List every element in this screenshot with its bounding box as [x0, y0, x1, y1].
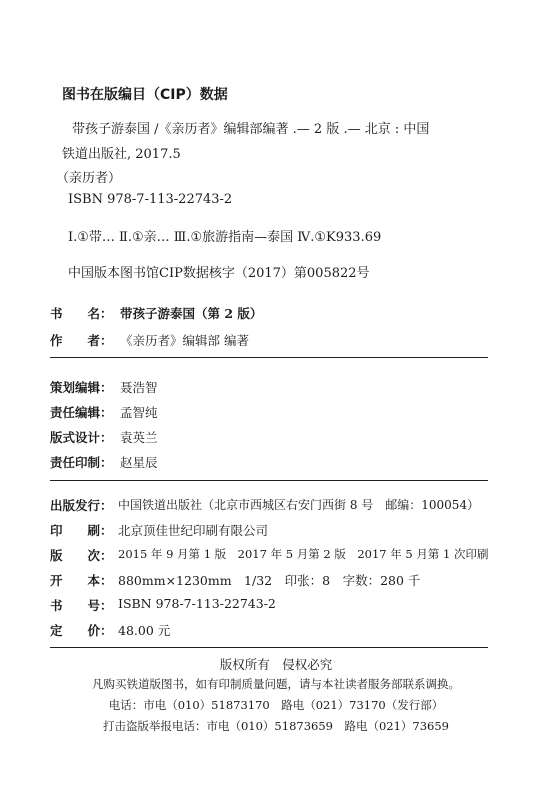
- cip-line-3: （亲历者）: [56, 171, 122, 186]
- staff-label-printing: 责任印制：: [50, 455, 113, 470]
- staff-label-layout: 版式设计：: [50, 430, 113, 445]
- author-value: 《亲历者》编辑部 编著: [120, 333, 249, 348]
- phone-line: 电话：市电（010）51873170 路电（021）73170（发行部）: [108, 698, 444, 712]
- pub-label-price: 定 价：: [50, 623, 113, 638]
- author-label: 作 者：: [50, 333, 113, 348]
- cip-line-1: 带孩子游泰国 /《亲历者》编辑部编著 .— 2 版 .— 北京 : 中国: [72, 122, 430, 137]
- staff-value-printing: 赵星辰: [120, 455, 158, 470]
- staff-value-editor: 孟智纯: [120, 405, 158, 420]
- staff-value-layout: 袁英兰: [120, 430, 158, 445]
- divider-2: [50, 480, 488, 481]
- pub-value-edition: 2015 年 9 月第 1 版 2017 年 5 月第 2 版 2017 年 5 月第 1 次印刷: [118, 547, 489, 561]
- pub-label-format: 开 本：: [50, 573, 113, 588]
- copyright-notice: 版权所有 侵权必究: [219, 657, 333, 672]
- staff-label-planning: 策划编辑：: [50, 380, 113, 395]
- cip-line-2: 铁道出版社, 2017.5: [62, 147, 181, 162]
- piracy-report-line: 打击盗版举报电话：市电（010）51873659 路电（021）73659: [102, 719, 449, 733]
- cip-heading: 图书在版编目（CIP）数据: [62, 87, 228, 103]
- service-notice: 凡购买铁道版图书，如有印制质量问题，请与本社读者服务部联系调换。: [92, 677, 460, 691]
- divider-1: [50, 357, 488, 358]
- pub-value-format: 880mm×1230mm 1/32 印张：8 字数：280 千: [118, 573, 421, 588]
- pub-value-publisher: 中国铁道出版社（北京市西城区右安门西街 8 号 邮编：100054）: [118, 498, 480, 512]
- cip-isbn: ISBN 978-7-113-22743-2: [68, 192, 233, 207]
- pub-label-printer: 印 刷：: [50, 523, 113, 538]
- book-title-value: 带孩子游泰国（第 2 版）: [120, 306, 263, 321]
- pub-label-publisher: 出版发行：: [50, 498, 113, 513]
- pub-value-isbn: ISBN 978-7-113-22743-2: [118, 596, 276, 611]
- cip-classification: Ⅰ.①带… Ⅱ.①亲… Ⅲ.①旅游指南—泰国 Ⅳ.①K933.69: [68, 230, 382, 245]
- pub-label-edition: 版 次：: [50, 548, 113, 563]
- book-title-label: 书 名：: [50, 306, 113, 321]
- cip-record-number: 中国版本图书馆CIP数据核字（2017）第005822号: [68, 266, 370, 281]
- pub-value-price: 48.00 元: [118, 623, 171, 638]
- pub-label-isbn: 书 号：: [50, 598, 113, 613]
- pub-value-printer: 北京顶佳世纪印刷有限公司: [118, 523, 269, 538]
- staff-label-editor: 责任编辑：: [50, 405, 113, 420]
- staff-value-planning: 聂浩智: [120, 380, 158, 395]
- divider-3: [50, 647, 488, 648]
